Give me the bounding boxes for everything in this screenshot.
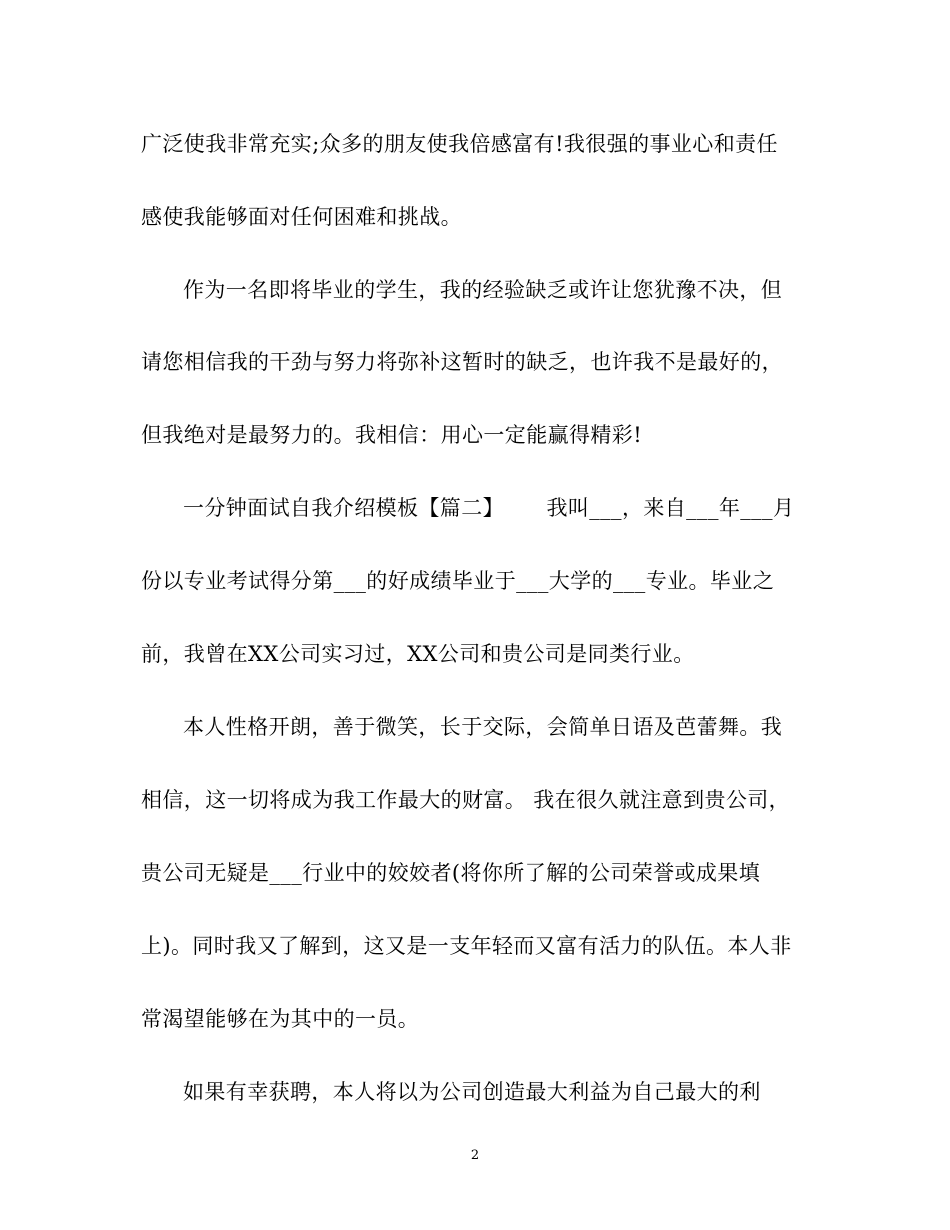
text-line: 上)。同时我又了解到，这又是一支年轻而又富有活力的队伍。本人非 (141, 934, 792, 958)
text-line: 前，我曾在XX公司实习过，XX公司和贵公司是同类行业。 (141, 642, 695, 666)
text-line: 份以专业考试得分第___的好成绩毕业于___大学的___专业。毕业之 (141, 569, 775, 593)
paragraph-first-line: 作为一名即将毕业的学生，我的经验缺乏或许让您犹豫不决，但 (183, 278, 783, 302)
paragraph-first-line: 如果有幸获聘，本人将以为公司创造最大利益为自己最大的利 (183, 1080, 761, 1104)
text-line: 请您相信我的干劲与努力将弥补这暂时的缺乏，也许我不是最好的， (141, 350, 783, 374)
text-line: 常渴望能够在为其中的一员。 (141, 1007, 420, 1031)
text-line: 但我绝对是最努力的。我相信：用心一定能赢得精彩! (141, 423, 643, 447)
text-line: 相信，这一切将成为我工作最大的财富。 我在很久就注意到贵公司， (141, 788, 791, 812)
text-line: 贵公司无疑是___行业中的姣姣者(将你所了解的公司荣誉或成果填 (141, 861, 761, 885)
paragraph-first-line: 本人性格开朗，善于微笑，长于交际，会简单日语及芭蕾舞。我 (183, 715, 783, 739)
text-line: 感使我能够面对任何困难和挑战。 (141, 205, 462, 229)
section-heading-line: 一分钟面试自我介绍模板【篇二】 我叫___，来自___年___月 (183, 496, 795, 520)
text-line: 广泛使我非常充实;众多的朋友使我倍感富有!我很强的事业心和责任 (141, 132, 778, 156)
page-number: 2 (470, 1148, 480, 1163)
